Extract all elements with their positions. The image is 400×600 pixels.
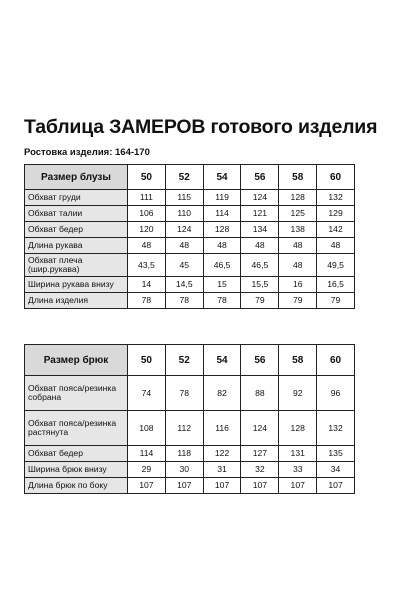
pants-size-header: Размер брюк — [25, 345, 128, 376]
value-cell: 106 — [128, 206, 166, 222]
row-label: Длина брюк по боку — [25, 478, 128, 494]
value-cell: 118 — [165, 446, 203, 462]
table-row — [25, 222, 355, 238]
value-cell: 29 — [128, 462, 166, 478]
value-cell: 116 — [203, 411, 241, 446]
table-row — [25, 411, 355, 446]
value-cell: 107 — [317, 478, 355, 494]
value-cell: 82 — [203, 376, 241, 411]
height-range-label: Ростовка изделия: 164-170 — [24, 147, 150, 158]
value-cell: 114 — [203, 206, 241, 222]
blouse-size-table — [24, 164, 355, 309]
value-cell: 107 — [203, 478, 241, 494]
value-cell: 127 — [241, 446, 279, 462]
value-cell: 78 — [165, 376, 203, 411]
row-label: Обхват бедер — [25, 222, 128, 238]
value-cell: 107 — [241, 478, 279, 494]
size-cell: 52 — [165, 345, 203, 376]
table-row — [25, 238, 355, 254]
size-cell: 50 — [128, 165, 166, 190]
value-cell: 142 — [317, 222, 355, 238]
row-label: Длина рукава — [25, 238, 128, 254]
value-cell: 79 — [241, 293, 279, 309]
value-cell: 124 — [165, 222, 203, 238]
value-cell: 138 — [279, 222, 317, 238]
value-cell: 96 — [317, 376, 355, 411]
row-label: Обхват пояса/резинка растянута — [25, 411, 128, 446]
table-row — [25, 254, 355, 277]
row-label: Обхват бедер — [25, 446, 128, 462]
value-cell: 129 — [317, 206, 355, 222]
size-cell: 50 — [128, 345, 166, 376]
value-cell: 121 — [241, 206, 279, 222]
row-label: Обхват плеча (шир.рукава) — [25, 254, 128, 277]
page-title: Таблица ЗАМЕРОВ готового изделия — [24, 116, 378, 138]
table-row — [25, 277, 355, 293]
size-cell: 52 — [165, 165, 203, 190]
value-cell: 48 — [128, 238, 166, 254]
value-cell: 48 — [317, 238, 355, 254]
row-label: Обхват груди — [25, 190, 128, 206]
value-cell: 14,5 — [165, 277, 203, 293]
value-cell: 14 — [128, 277, 166, 293]
value-cell: 48 — [279, 254, 317, 277]
value-cell: 124 — [241, 190, 279, 206]
row-label: Ширина брюк внизу — [25, 462, 128, 478]
value-cell: 131 — [279, 446, 317, 462]
value-cell: 34 — [317, 462, 355, 478]
value-cell: 111 — [128, 190, 166, 206]
row-label: Длина изделия — [25, 293, 128, 309]
value-cell: 46,5 — [203, 254, 241, 277]
pants-size-table — [24, 344, 355, 494]
size-cell: 60 — [317, 345, 355, 376]
table-row — [25, 462, 355, 478]
value-cell: 16,5 — [317, 277, 355, 293]
value-cell: 120 — [128, 222, 166, 238]
value-cell: 79 — [317, 293, 355, 309]
value-cell: 16 — [279, 277, 317, 293]
table-row — [25, 206, 355, 222]
value-cell: 128 — [279, 411, 317, 446]
value-cell: 30 — [165, 462, 203, 478]
value-cell: 107 — [279, 478, 317, 494]
value-cell: 33 — [279, 462, 317, 478]
value-cell: 78 — [128, 293, 166, 309]
row-label: Обхват талии — [25, 206, 128, 222]
table-row — [25, 376, 355, 411]
value-cell: 132 — [317, 411, 355, 446]
value-cell: 43,5 — [128, 254, 166, 277]
value-cell: 132 — [317, 190, 355, 206]
size-cell: 56 — [241, 165, 279, 190]
table-row — [25, 293, 355, 309]
size-cell: 58 — [279, 165, 317, 190]
value-cell: 134 — [241, 222, 279, 238]
value-cell: 112 — [165, 411, 203, 446]
value-cell: 119 — [203, 190, 241, 206]
size-cell: 54 — [203, 345, 241, 376]
size-cell: 56 — [241, 345, 279, 376]
value-cell: 124 — [241, 411, 279, 446]
table-header-row — [25, 165, 355, 190]
row-label: Ширина рукава внизу — [25, 277, 128, 293]
value-cell: 128 — [279, 190, 317, 206]
value-cell: 122 — [203, 446, 241, 462]
value-cell: 48 — [241, 238, 279, 254]
table-header-row — [25, 345, 355, 376]
value-cell: 78 — [203, 293, 241, 309]
value-cell: 32 — [241, 462, 279, 478]
value-cell: 108 — [128, 411, 166, 446]
value-cell: 45 — [165, 254, 203, 277]
value-cell: 92 — [279, 376, 317, 411]
value-cell: 49,5 — [317, 254, 355, 277]
value-cell: 48 — [279, 238, 317, 254]
value-cell: 114 — [128, 446, 166, 462]
value-cell: 125 — [279, 206, 317, 222]
value-cell: 79 — [279, 293, 317, 309]
value-cell: 88 — [241, 376, 279, 411]
value-cell: 128 — [203, 222, 241, 238]
value-cell: 48 — [203, 238, 241, 254]
value-cell: 74 — [128, 376, 166, 411]
size-cell: 54 — [203, 165, 241, 190]
value-cell: 135 — [317, 446, 355, 462]
row-label: Обхват пояса/резинка собрана — [25, 376, 128, 411]
value-cell: 46,5 — [241, 254, 279, 277]
value-cell: 15,5 — [241, 277, 279, 293]
value-cell: 107 — [165, 478, 203, 494]
blouse-size-header: Размер блузы — [25, 165, 128, 190]
value-cell: 48 — [165, 238, 203, 254]
table-row — [25, 190, 355, 206]
value-cell: 15 — [203, 277, 241, 293]
table-row — [25, 478, 355, 494]
size-cell: 58 — [279, 345, 317, 376]
size-cell: 60 — [317, 165, 355, 190]
value-cell: 107 — [128, 478, 166, 494]
value-cell: 110 — [165, 206, 203, 222]
value-cell: 78 — [165, 293, 203, 309]
value-cell: 115 — [165, 190, 203, 206]
table-row — [25, 446, 355, 462]
value-cell: 31 — [203, 462, 241, 478]
